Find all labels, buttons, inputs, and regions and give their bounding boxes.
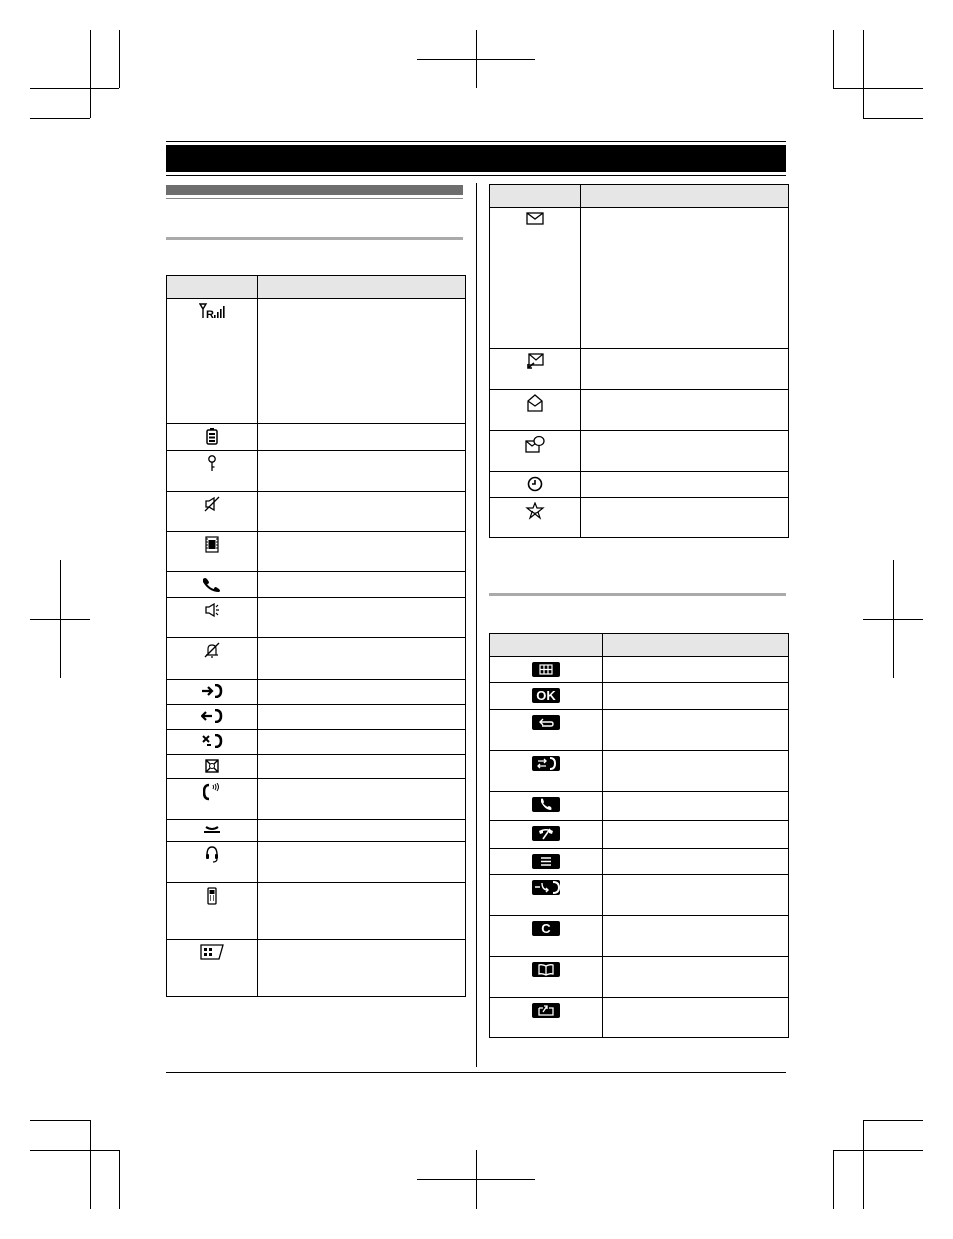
ok-key-icon: OK [532, 688, 560, 703]
meaning-cell [258, 424, 466, 451]
silent-mode-icon [525, 502, 545, 520]
table-row [167, 492, 466, 532]
registration-mark [417, 59, 535, 60]
table-row [490, 498, 789, 538]
meaning-cell [603, 957, 789, 998]
table-row [490, 998, 789, 1038]
table-header-row [490, 185, 789, 208]
meaning-cell [603, 916, 789, 957]
meaning-cell [603, 657, 789, 683]
svg-text:R: R [206, 309, 214, 319]
crop-mark [833, 30, 834, 88]
meaning-cell [258, 842, 466, 883]
crop-mark [833, 88, 923, 89]
table-row [490, 431, 789, 472]
key-lock-icon [207, 455, 217, 472]
meaning-cell [258, 492, 466, 532]
column-header-meaning [581, 185, 789, 208]
missed-call-icon [201, 734, 223, 748]
table-row [167, 680, 466, 705]
header-rule [166, 175, 786, 176]
crop-mark [90, 1120, 91, 1209]
meaning-cell [581, 390, 789, 431]
meaning-cell [603, 875, 789, 916]
footer-rule [166, 1072, 786, 1073]
save-key-icon [532, 1003, 560, 1018]
night-mode-icon [205, 536, 219, 553]
column-header-icon [167, 276, 258, 299]
table-header-row [490, 634, 789, 657]
table-row [167, 638, 466, 680]
crop-mark [30, 118, 90, 119]
sim-card-icon [200, 944, 224, 960]
crop-mark [863, 1120, 923, 1121]
meaning-cell [258, 755, 466, 779]
speakerphone-icon [204, 602, 220, 618]
battery-icon [206, 428, 218, 445]
crop-mark [833, 1150, 834, 1209]
table-row [490, 208, 789, 349]
page-header-bar [166, 145, 786, 172]
meaning-cell [581, 349, 789, 390]
display-icons-table [166, 275, 466, 997]
crop-mark [30, 88, 119, 89]
table-row [167, 424, 466, 451]
column-header-icon [490, 185, 581, 208]
display-icons-table-continued [489, 184, 789, 538]
table-row [490, 875, 789, 916]
table-row [167, 598, 466, 638]
menu-grid-key-icon [532, 662, 560, 677]
meaning-cell [603, 710, 789, 751]
meaning-cell [258, 598, 466, 638]
table-row [490, 657, 789, 683]
meaning-cell [258, 940, 466, 997]
table-header-row [167, 276, 466, 299]
mute-icon [203, 642, 221, 658]
meaning-cell [258, 730, 466, 755]
table-row [490, 792, 789, 821]
list-menu-key-icon [532, 854, 560, 869]
meaning-cell [581, 472, 789, 498]
meaning-cell [258, 883, 466, 940]
table-row [490, 390, 789, 431]
end-call-key-icon [532, 826, 560, 841]
section-title-bar [166, 185, 463, 195]
message-alert-icon [526, 394, 544, 412]
display-icons-heading-rule [166, 237, 463, 240]
table-row [167, 779, 466, 820]
table-row [490, 849, 789, 875]
redial-key-icon [532, 880, 560, 895]
alarm-clock-icon [527, 476, 543, 492]
table-row [490, 710, 789, 751]
table-row [490, 472, 789, 498]
meaning-cell [603, 751, 789, 792]
registration-mark [863, 619, 923, 620]
soft-keys-table [489, 633, 789, 1038]
crop-mark [30, 1150, 119, 1151]
ringer-off-icon [204, 496, 220, 512]
crop-mark [119, 30, 120, 88]
meaning-cell [581, 208, 789, 349]
meaning-cell [603, 821, 789, 849]
column-header-icon [490, 634, 603, 657]
table-row [490, 349, 789, 390]
crop-mark [119, 1150, 120, 1209]
table-row [167, 883, 466, 940]
meaning-cell [581, 431, 789, 472]
meaning-cell [603, 849, 789, 875]
handset-icon [207, 887, 217, 905]
registration-mark [417, 1179, 535, 1180]
table-row [490, 916, 789, 957]
intercom-call-icon [201, 576, 223, 592]
meaning-cell [258, 779, 466, 820]
column-header-meaning [258, 276, 466, 299]
meaning-cell [603, 683, 789, 710]
crop-mark [863, 30, 864, 118]
meaning-cell [603, 998, 789, 1038]
back-key-icon [532, 715, 560, 730]
table-row [167, 532, 466, 572]
table-row [490, 957, 789, 998]
table-row [490, 751, 789, 792]
message-reply-icon [526, 353, 544, 369]
signal-strength-icon [199, 303, 225, 319]
meaning-cell [258, 299, 466, 424]
column-divider [476, 183, 477, 1067]
blocked-call-icon [205, 759, 219, 773]
table-row [167, 820, 466, 842]
message-envelope-icon [526, 212, 544, 225]
crop-mark [863, 118, 923, 119]
crop-mark [863, 1120, 864, 1209]
headset-icon [205, 846, 219, 863]
transfer-key-icon [532, 756, 560, 771]
table-row [167, 299, 466, 424]
phonebook-key-icon [532, 962, 560, 977]
table-row [167, 755, 466, 779]
table-row [167, 451, 466, 492]
meaning-cell [258, 451, 466, 492]
hold-icon [203, 824, 221, 834]
table-row [167, 730, 466, 755]
clear-key-icon: C [532, 921, 560, 936]
meaning-cell [581, 498, 789, 538]
table-row [167, 842, 466, 883]
outgoing-call-icon [201, 684, 223, 698]
meaning-cell [258, 532, 466, 572]
message-chat-icon [525, 435, 545, 453]
registration-mark [30, 619, 90, 620]
table-row [167, 705, 466, 730]
meaning-cell [258, 572, 466, 598]
meaning-cell [258, 820, 466, 842]
incoming-call-icon [201, 709, 223, 723]
meaning-cell [258, 680, 466, 705]
meaning-cell [258, 638, 466, 680]
soft-keys-heading-rule [489, 593, 786, 596]
talk-key-icon [532, 797, 560, 812]
meaning-cell [603, 792, 789, 821]
crop-mark [833, 1150, 923, 1151]
table-row [167, 572, 466, 598]
column-header-meaning [603, 634, 789, 657]
crop-mark [30, 1120, 90, 1121]
table-row [167, 940, 466, 997]
crop-mark [90, 30, 91, 118]
section-rule [166, 198, 463, 199]
header-rule [166, 141, 786, 142]
ringing-icon [203, 783, 221, 801]
table-row [490, 683, 789, 710]
meaning-cell [258, 705, 466, 730]
table-row [490, 821, 789, 849]
